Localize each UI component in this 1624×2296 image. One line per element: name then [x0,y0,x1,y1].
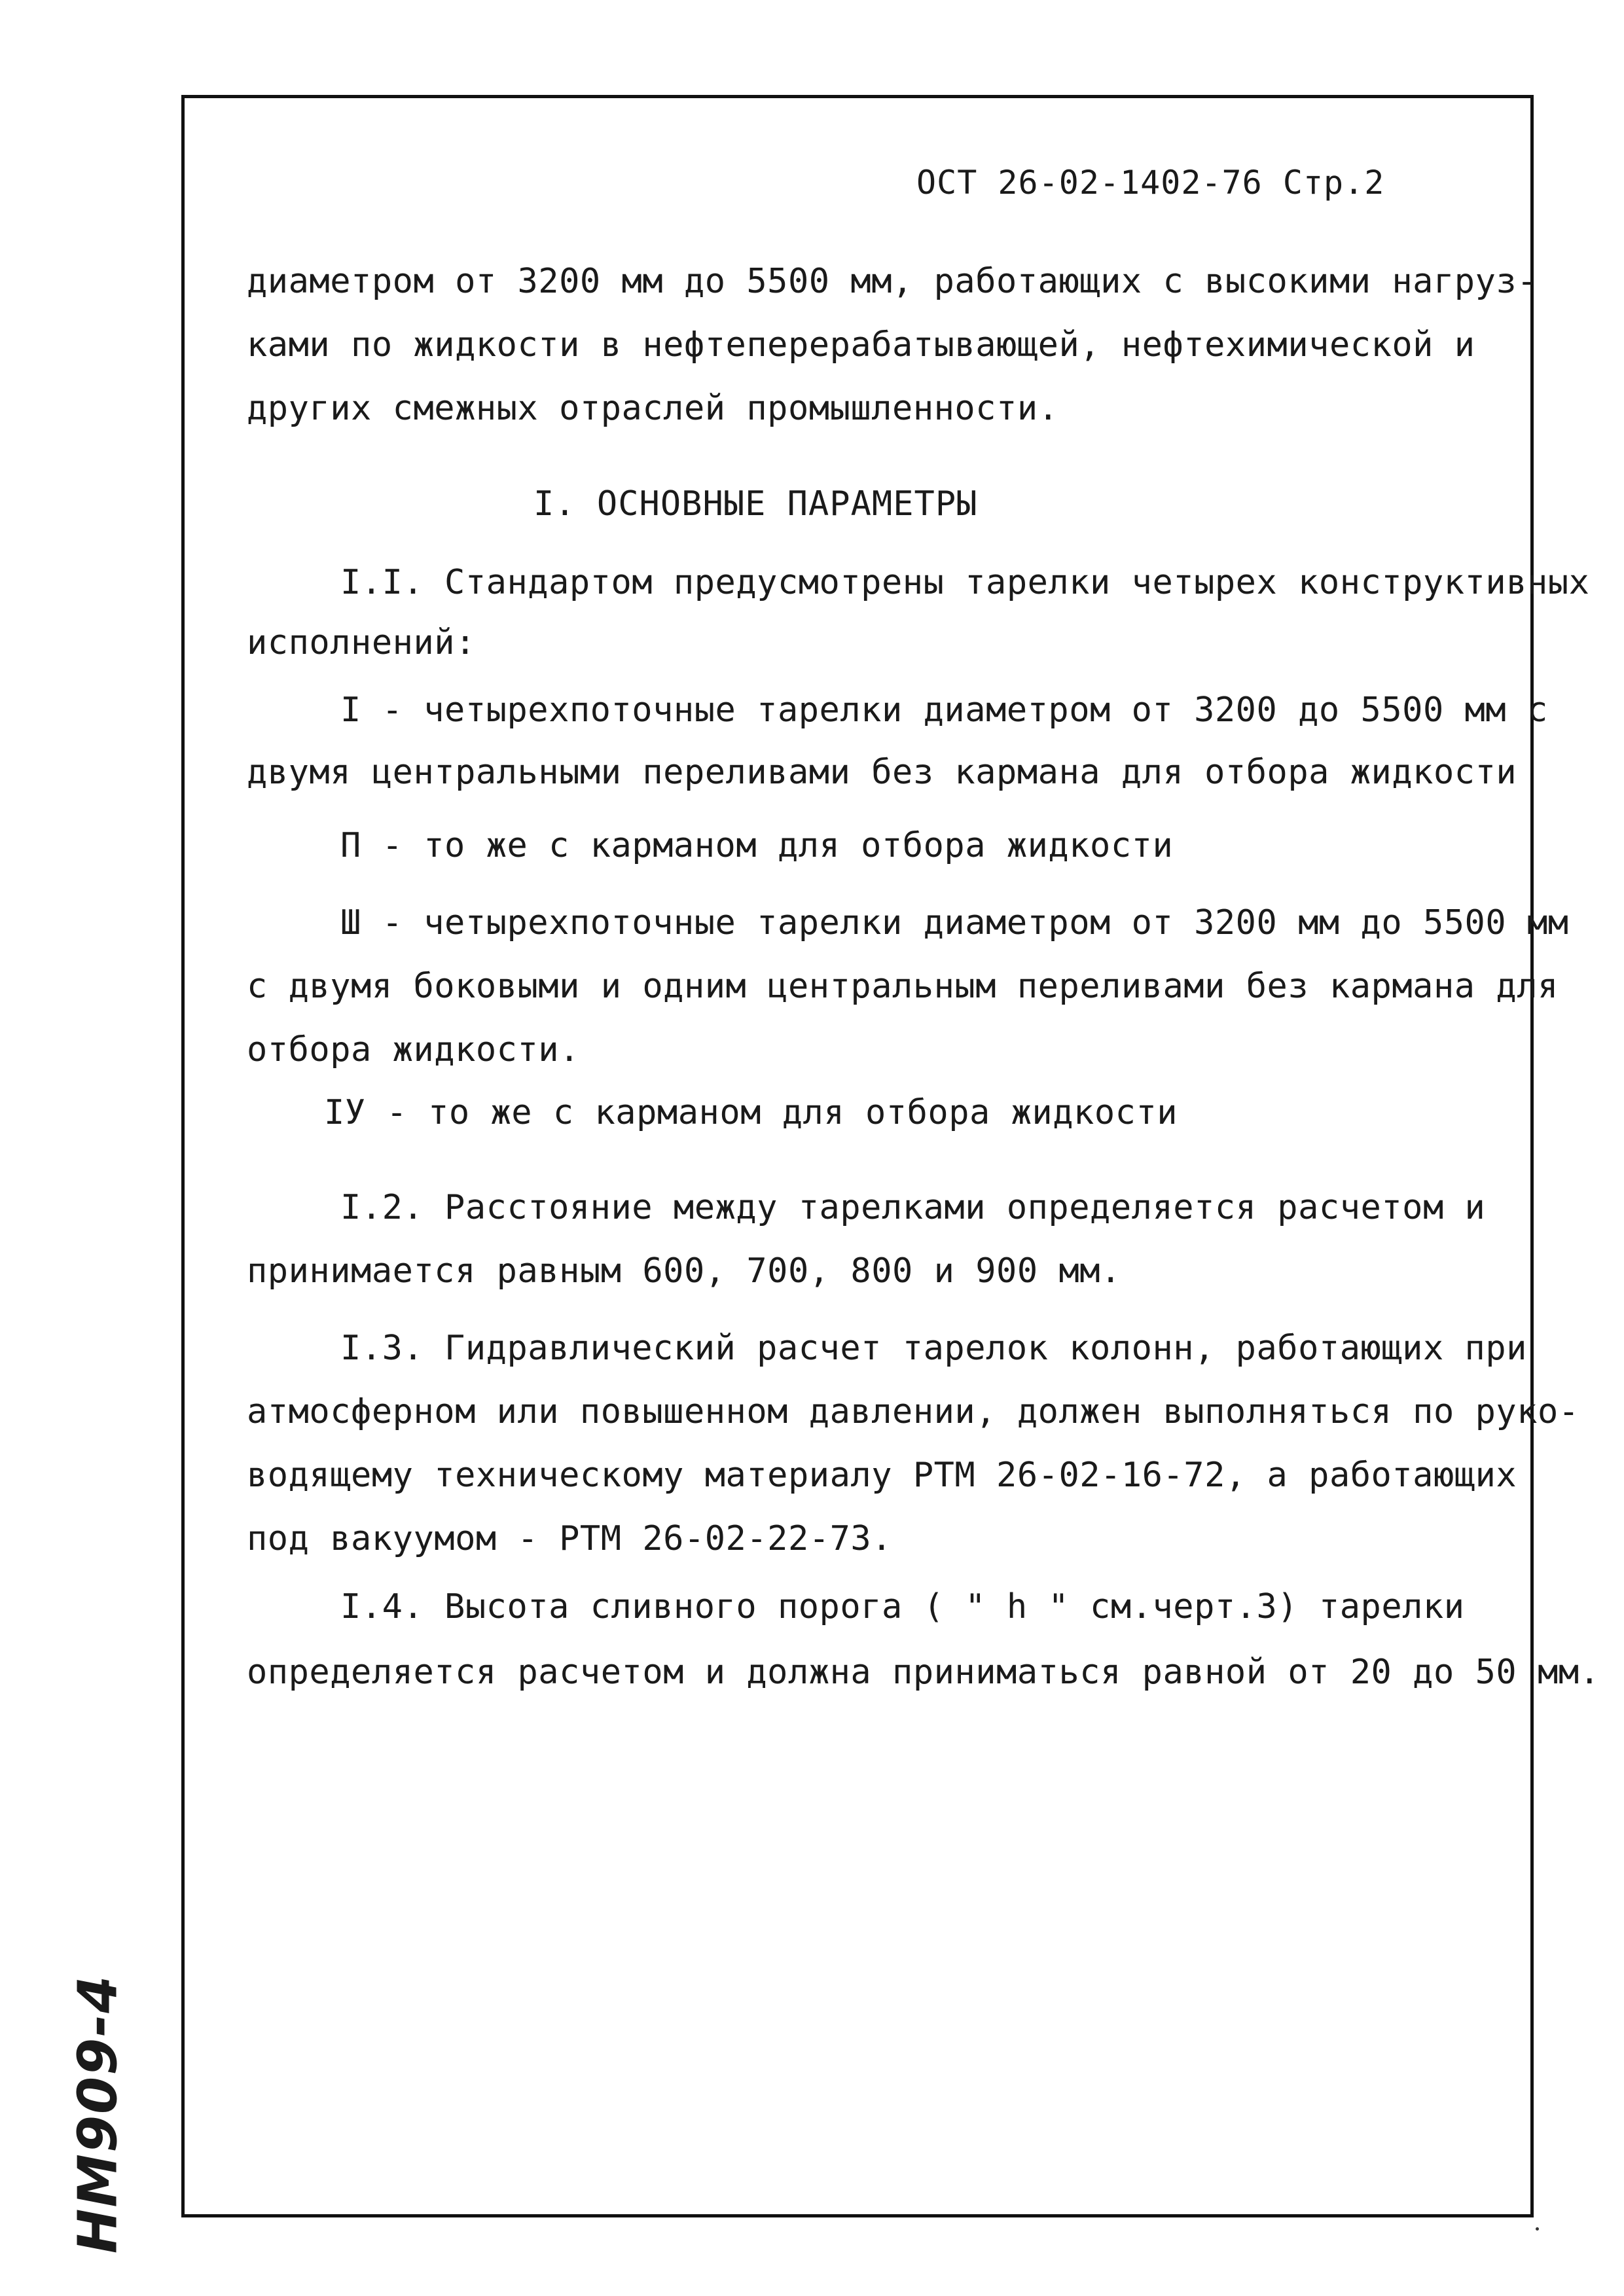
intro-line-2: ками по жидкости в нефтеперерабатывающей, нефтехимической и [247,325,1475,365]
item-3-line-1: Ш - четырехпоточные тарелки диаметром от 3200 мм до 5500 мм [340,903,1569,942]
p1-2-line-1: I.2. Расстояние между тарелками определяется расчетом и [340,1188,1486,1227]
margin-note-text: НМ909-4 [67,1974,130,2254]
item-1-line-1: I - четырехпоточные тарелки диаметром от 3200 до 5500 мм с [340,691,1548,730]
p1-1-line-1: I.I. Стандартом предусмотрены тарелки четырех конструктивных [340,563,1590,602]
item-3-line-2: с двумя боковыми и одним центральным переливами без кармана для [247,967,1559,1006]
p1-4-line-2: определяется расчетом и должна приниматься равной от 20 до 50 мм. [247,1653,1600,1692]
margin-inventory-number [52,1974,144,2254]
p1-4-line-1: I.4. Высота сливного порога ( " h " см.черт.3) тарелки [340,1587,1465,1626]
intro-line-3: других смежных отраслей промышленности. [247,389,1059,428]
p1-3-line-1: I.3. Гидравлический расчет тарелок колонн, работающих при [340,1329,1527,1368]
item-4-line: IУ - то же с карманом для отбора жидкости [324,1093,1178,1132]
section-title: I. ОСНОВНЫЕ ПАРАМЕТРЫ [533,484,978,524]
intro-line-1: диаметром от 3200 мм до 5500 мм, работающих с высокими нагруз- [247,262,1538,301]
item-3-line-3: отбора жидкости. [247,1030,580,1069]
p1-1-line-2: исполнений: [247,623,476,662]
p1-3-line-4: под вакуумом - РТМ 26-02-22-73. [247,1519,893,1558]
p1-3-line-2: атмосферном или повышенном давлении, должен выполняться по руко- [247,1392,1579,1431]
scan-speck [1536,2227,1539,2231]
document-header: ОСТ 26-02-1402-76 Стр.2 [916,164,1385,202]
item-2-line: П - то же с карманом для отбора жидкости [340,826,1174,865]
p1-2-line-2: принимается равным 600, 700, 800 и 900 мм. [247,1251,1121,1291]
p1-3-line-3: водящему техническому материалу РТМ 26-02-16-72, а работающих [247,1456,1517,1495]
item-1-line-2: двумя центральными переливами без кармана для отбора жидкости [247,753,1517,792]
